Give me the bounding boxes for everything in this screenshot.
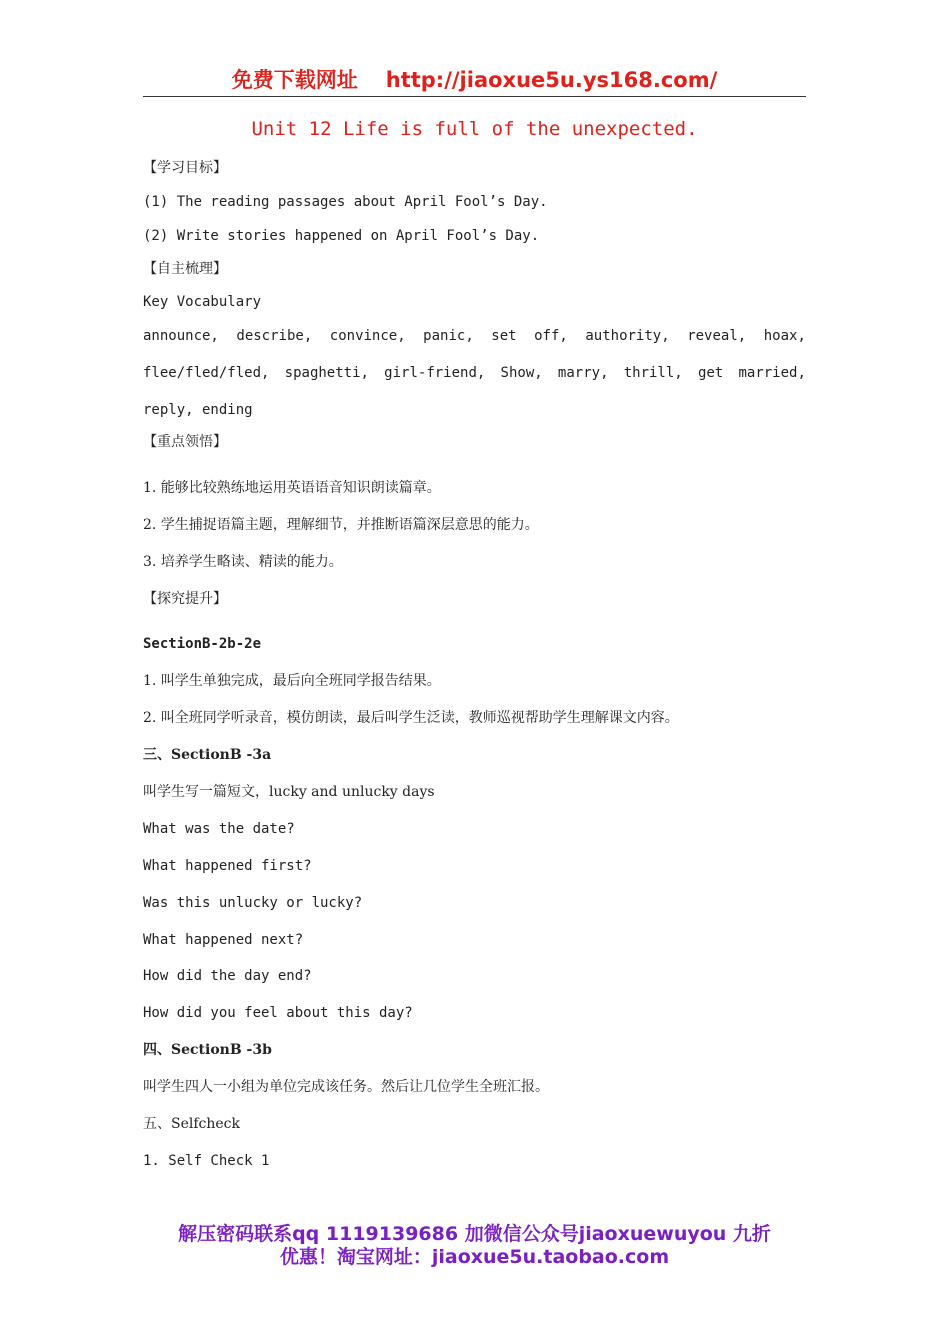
vocab-word: panic, bbox=[423, 328, 474, 344]
key-vocabulary-label: Key Vocabulary bbox=[143, 294, 262, 310]
vocab-word: get bbox=[697, 365, 724, 381]
section-3a-task: 叫学生写一篇短文，lucky and unlucky days bbox=[143, 784, 435, 800]
vocab-word: off, bbox=[534, 328, 568, 344]
vocab-word: thrill, bbox=[623, 365, 683, 381]
step-2: 2. 叫全班同学听录音，模仿朗读，最后叫学生泛读，教师巡视帮助学生理解课文内容。 bbox=[143, 710, 679, 726]
vocab-row-2 bbox=[143, 363, 806, 383]
vocab-word: spaghetti, bbox=[284, 365, 369, 381]
question-4: What happened next? bbox=[143, 932, 304, 948]
footer-line-1: 解压密码联系qq 1119139686 加微信公众号jiaoxuewuyou 九折 bbox=[178, 1223, 771, 1245]
question-5: How did the day end? bbox=[143, 968, 312, 984]
footer-line-2: 优惠！淘宝网址：jiaoxue5u.taobao.com bbox=[279, 1246, 670, 1268]
vocab-word: married, bbox=[738, 365, 806, 381]
document-title: Unit 12 Life is full of the unexpected. bbox=[251, 118, 698, 140]
vocab-word: girl-friend, bbox=[384, 365, 486, 381]
vocab-row-1 bbox=[143, 326, 806, 346]
goal-item-1: (1) The reading passages about April Fool’s Day. bbox=[143, 194, 548, 210]
question-3: Was this unlucky or lucky? bbox=[143, 895, 363, 911]
step-1: 1. 叫学生单独完成，最后向全班同学报告结果。 bbox=[143, 673, 441, 689]
review-heading: 【自主梳理】 bbox=[143, 261, 227, 277]
header-url-link[interactable]: http://jiaoxue5u.ys168.com/ bbox=[385, 68, 718, 92]
vocab-word: Show, bbox=[500, 365, 543, 381]
section-3b-heading: 四、SectionB -3b bbox=[143, 1042, 272, 1058]
question-6: How did you feel about this day? bbox=[143, 1005, 413, 1021]
vocab-word: marry, bbox=[557, 365, 609, 381]
explore-heading: 【探究提升】 bbox=[143, 591, 227, 607]
key-points-heading: 【重点领悟】 bbox=[143, 434, 227, 450]
key-point-2: 2. 学生捕捉语篇主题，理解细节，并推断语篇深层意思的能力。 bbox=[143, 517, 539, 533]
vocab-row-3: reply, ending bbox=[143, 402, 253, 418]
vocab-word: set bbox=[491, 328, 517, 344]
section-3a-heading: 三、SectionB -3a bbox=[143, 747, 272, 763]
vocab-word: reveal, bbox=[687, 328, 747, 344]
header-label: 免费下载网址 bbox=[231, 68, 358, 92]
section-b-2b-2e-heading: SectionB-2b-2e bbox=[143, 636, 262, 652]
selfcheck-item-1: 1. Self Check 1 bbox=[143, 1153, 270, 1169]
selfcheck-heading: 五、Selfcheck bbox=[143, 1116, 241, 1132]
vocab-word: hoax, bbox=[763, 328, 806, 344]
goals-heading: 【学习目标】 bbox=[143, 160, 227, 176]
vocab-word: describe, bbox=[236, 328, 313, 344]
page-header bbox=[143, 64, 806, 97]
vocab-word: flee/fled/fled, bbox=[143, 365, 270, 381]
key-point-1: 1. 能够比较熟练地运用英语语音知识朗读篇章。 bbox=[143, 480, 441, 496]
goal-item-2: (2) Write stories happened on April Fool’s Day. bbox=[143, 228, 540, 244]
question-1: What was the date? bbox=[143, 821, 295, 837]
vocab-word: announce, bbox=[143, 328, 219, 344]
question-2: What happened first? bbox=[143, 858, 312, 874]
key-point-3: 3. 培养学生略读、精读的能力。 bbox=[143, 554, 343, 570]
vocab-word: authority, bbox=[585, 328, 670, 344]
section-3b-task: 叫学生四人一小组为单位完成该任务。然后让几位学生全班汇报。 bbox=[143, 1079, 549, 1095]
vocab-word: convince, bbox=[329, 328, 406, 344]
